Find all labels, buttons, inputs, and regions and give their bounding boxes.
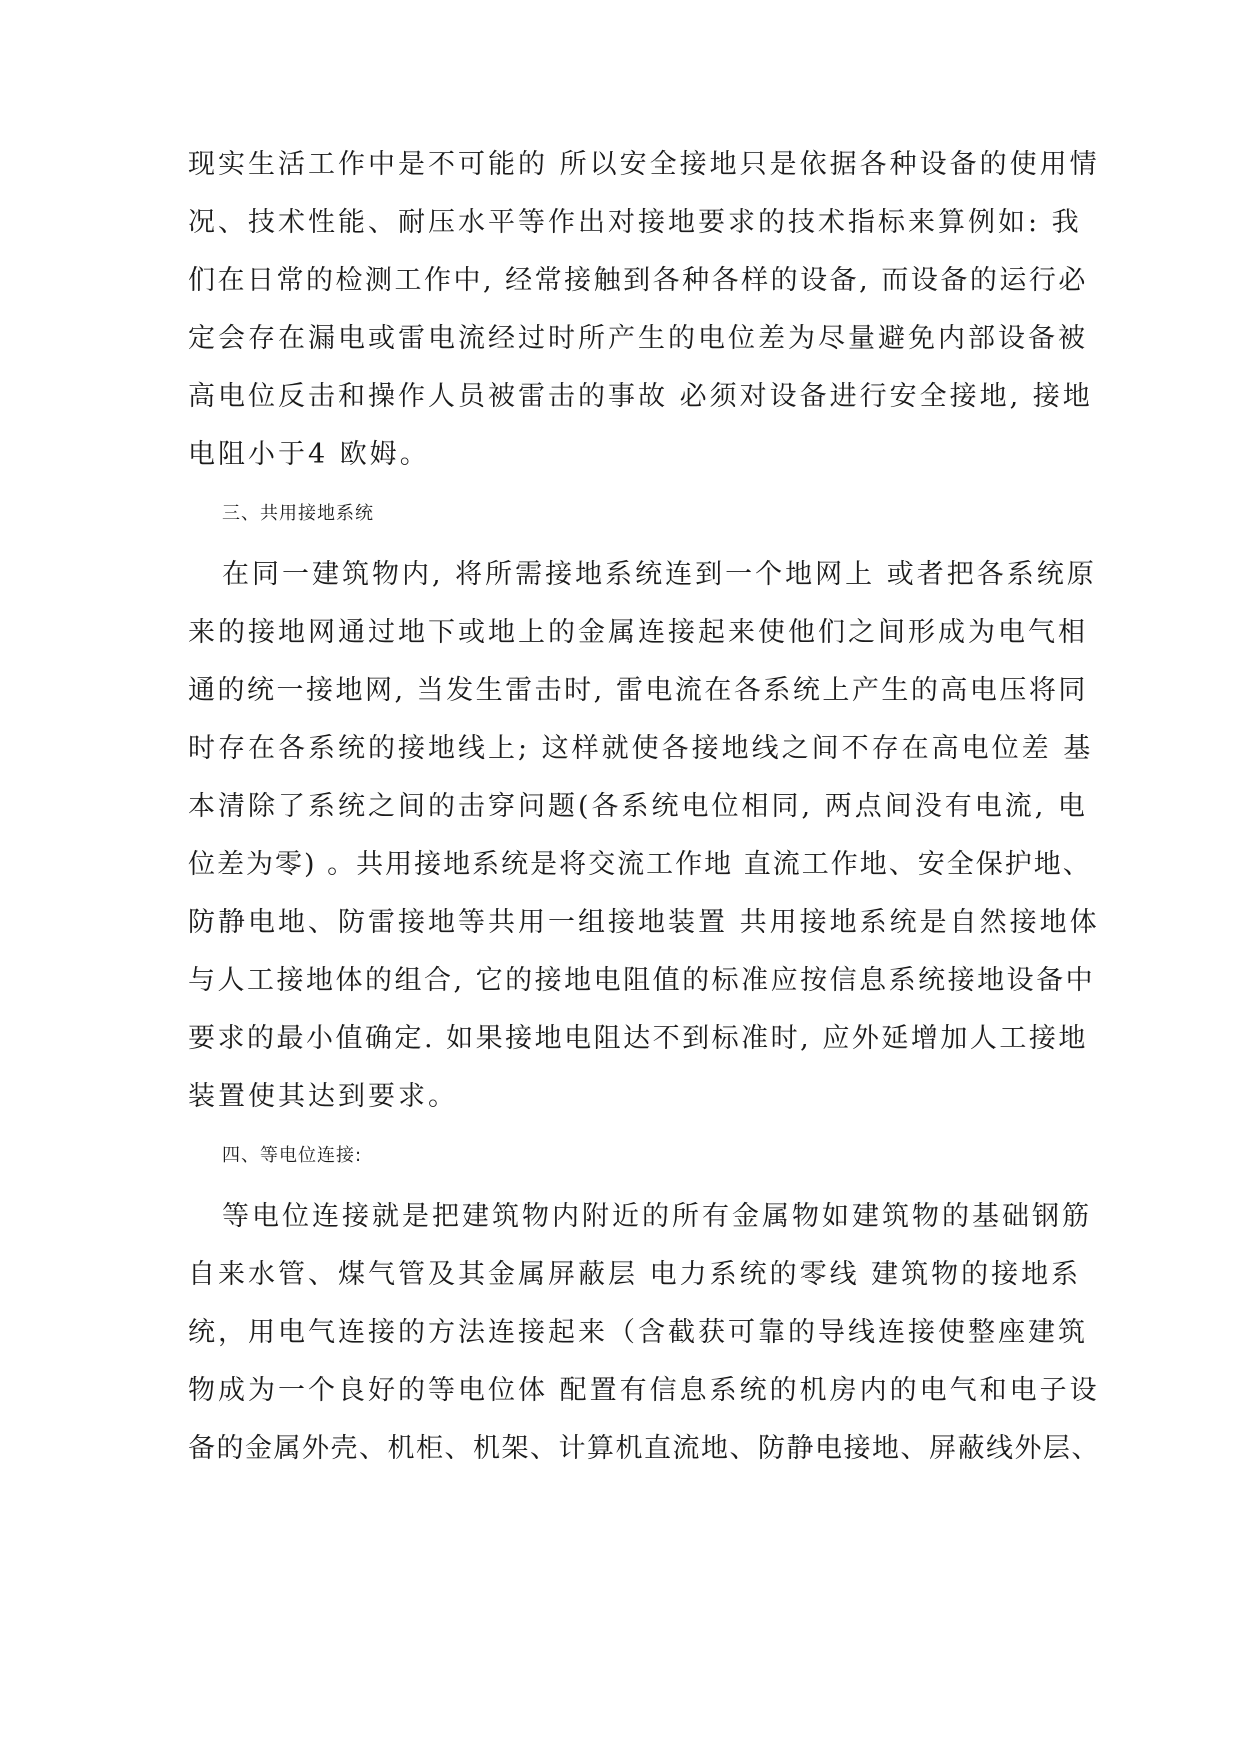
text-line: 在同一建筑物内, 将所需接地系统连到一个地网上 或者把各系统原 <box>222 559 1097 590</box>
text-line: 统，用电气连接的方法连接起来（含截获可靠的导线连接使整座建筑 <box>188 1317 1088 1348</box>
text-line: 时存在各系统的接地线上; 这样就使各接地线之间不存在高电位差 基 <box>188 733 1094 764</box>
text-line: 本清除了系统之间的击穿问题(各系统电位相同, 两点间没有电流, 电 <box>188 791 1088 822</box>
text-line: 来的接地网通过地下或地上的金属连接起来使他们之间形成为电气相 <box>188 617 1088 648</box>
text-line: 等电位连接就是把建筑物内附近的所有金属物如建筑物的基础钢筋 <box>222 1201 1092 1232</box>
text-line: 况、技术性能、耐压水平等作出对接地要求的技术指标来算例如: 我 <box>188 207 1082 238</box>
text-line: 高电位反击和操作人员被雷击的事故 必须对设备进行安全接地, 接地 <box>188 381 1093 412</box>
text-line: 备的金属外壳、机柜、机架、计算机直流地、防静电接地、屏蔽线外层、 <box>188 1433 1100 1464</box>
text-line: 电阻小于4 欧姆。 <box>188 439 430 470</box>
text-line: 自来水管、煤气管及其金属屏蔽层 电力系统的零线 建筑物的接地系 <box>188 1259 1082 1290</box>
section-heading-equipotential: 四、等电位连接: <box>222 1145 363 1166</box>
text-line: 位差为零) 。共用接地系统是将交流工作地 直流工作地、安全保护地、 <box>188 849 1092 880</box>
section-heading-shared-grounding: 三、共用接地系统 <box>222 503 374 524</box>
text-line: 装置使其达到要求。 <box>188 1081 458 1112</box>
text-line: 与人工接地体的组合, 它的接地电阻值的标准应按信息系统接地设备中 <box>188 965 1096 996</box>
text-line: 通的统一接地网, 当发生雷击时, 雷电流在各系统上产生的高电压将同 <box>188 675 1088 706</box>
text-line: 物成为一个良好的等电位体 配置有信息系统的机房内的电气和电子设 <box>188 1375 1100 1406</box>
text-line: 定会存在漏电或雷电流经过时所产生的电位差为尽量避免内部设备被 <box>188 323 1088 354</box>
text-line: 要求的最小值确定. 如果接地电阻达不到标准时, 应外延增加人工接地 <box>188 1023 1088 1054</box>
text-line: 防静电地、防雷接地等共用一组接地装置 共用接地系统是自然接地体 <box>188 907 1100 938</box>
text-line: 们在日常的检测工作中, 经常接触到各种各样的设备, 而设备的运行必 <box>188 265 1088 296</box>
text-line: 现实生活工作中是不可能的 所以安全接地只是依据各种设备的使用情 <box>188 149 1100 180</box>
